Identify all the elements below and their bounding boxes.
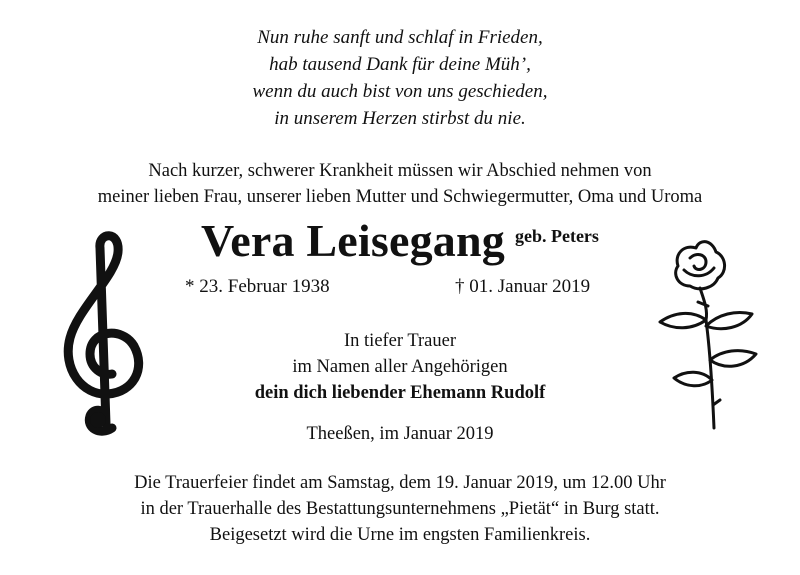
mourning-line: In tiefer Trauer (344, 331, 456, 351)
mourning-line: im Namen aller Angehörigen (292, 357, 508, 377)
memorial-poem (0, 24, 800, 132)
funeral-info (0, 470, 800, 548)
poem-line: wenn du auch bist von uns geschieden, (252, 81, 548, 102)
mourning-block (0, 328, 800, 406)
poem-line: in unserem Herzen stirbst du nie. (274, 108, 526, 129)
intro-line: meiner lieben Frau, unserer lieben Mutter und Schwiegermutter, Oma und Uroma (97, 187, 703, 207)
intro-line: Nach kurzer, schwerer Krankheit müssen wir Abschied nehmen von (148, 161, 652, 181)
poem-line: Nun ruhe sanft und schlaf in Frieden, (257, 27, 543, 48)
place-date: Theeßen, im Januar 2019 (306, 424, 494, 444)
maiden-name: geb. Peters (514, 226, 599, 246)
mourner-name: dein dich liebender Ehemann Rudolf (254, 383, 546, 403)
funeral-line: in der Trauerhalle des Bestattungsunternehmens „Pietät“ in Burg statt. (140, 499, 660, 519)
birth-date: * 23. Februar 1938 (185, 276, 330, 297)
intro-text (0, 158, 800, 210)
deceased-name: Vera Leisegang (201, 215, 505, 266)
death-date: † 01. Januar 2019 (455, 276, 591, 297)
funeral-line: Die Trauerfeier findet am Samstag, dem 19. Januar 2019, um 12.00 Uhr (134, 473, 666, 493)
funeral-line: Beigesetzt wird die Urne im engsten Familienkreis. (209, 525, 591, 545)
poem-line: hab tausend Dank für deine Müh’, (269, 54, 531, 75)
